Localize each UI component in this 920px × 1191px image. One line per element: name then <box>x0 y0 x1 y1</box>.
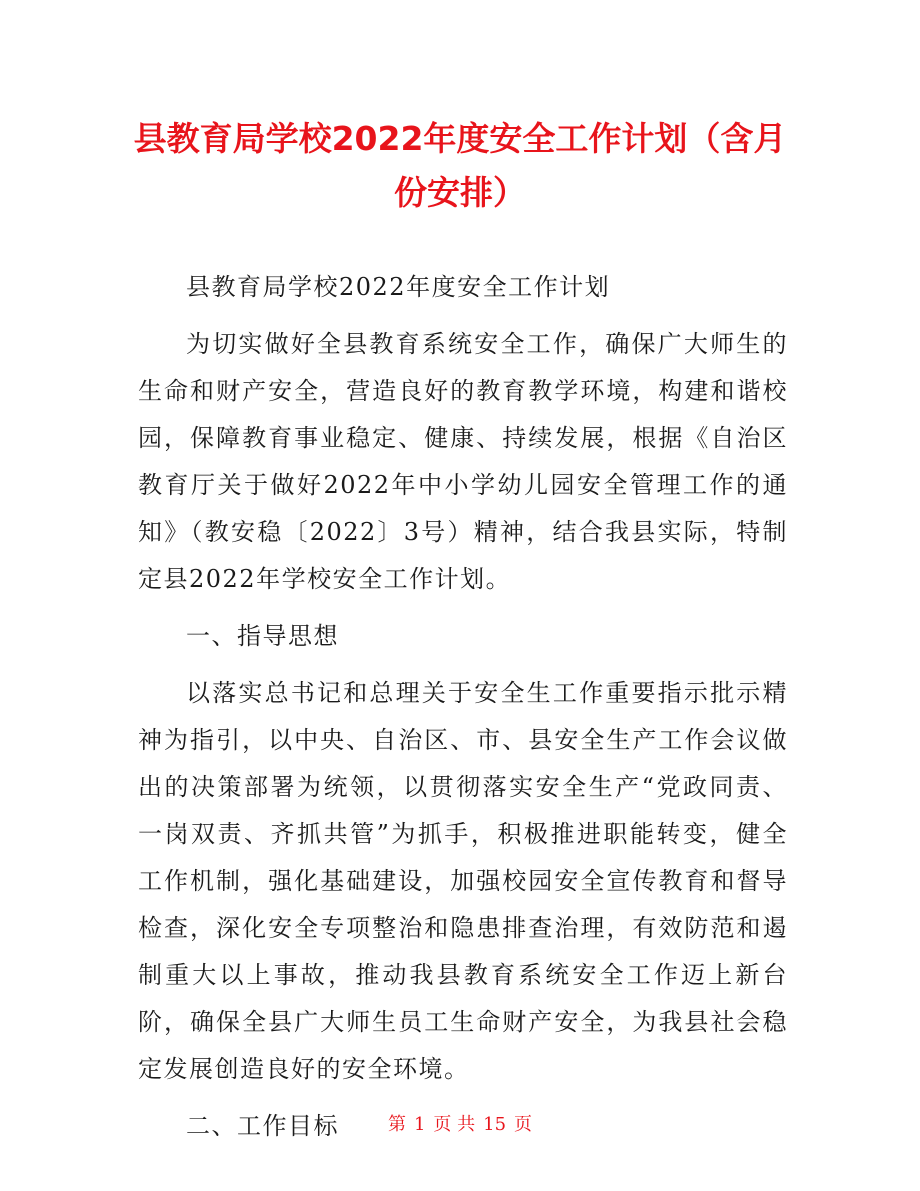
paragraph-intro: 为切实做好全县教育系统安全工作，确保广大师生的生命和财产安全，营造良好的教育教学环境，构建和谐校园，保障教育事业稳定、健康、持续发展，根据《自治区教育厅关于做好2022年中小学幼儿园安全管理工作的通知》（教安稳〔2022〕3号）精神，结合我县实际，特制定县2022年学校安全工作计划。 <box>138 330 788 593</box>
section-heading-work-goals: 二、工作目标 <box>186 1112 339 1140</box>
document-title: 县教育局学校2022年度安全工作计划（含月份安排） <box>133 119 787 212</box>
footer-suffix: 页 <box>514 1114 533 1135</box>
section-heading-guiding-ideology: 一、指导思想 <box>186 622 339 650</box>
footer-middle: 页 共 <box>433 1114 476 1135</box>
footer-current-page: 1 <box>413 1114 426 1135</box>
page-footer <box>0 1112 920 1138</box>
footer-prefix: 第 <box>387 1114 406 1135</box>
paragraph-guiding-ideology: 以落实总书记和总理关于安全生工作重要指示批示精神为指引，以中央、自治区、市、县安全生产工作会议做出的决策部署为统领，以贯彻落实安全生产“党政同责、一岗双责、齐抓共管”为抓手，积极推进职能转变，健全工作机制，强化基础建设，加强校园安全宣传教育和督导检查，深化安全专项整治和隐患排查治理，有效防范和遏制重大以上事故，推动我县教育系统安全工作迈上新台阶，确保全县广大师生员工生命财产安全，为我县社会稳定发展创造良好的安全环境。 <box>138 679 788 1083</box>
paragraph-plan-heading: 县教育局学校2022年度安全工作计划 <box>186 273 611 301</box>
document-body <box>138 264 788 1150</box>
footer-total-pages: 15 <box>483 1114 507 1135</box>
